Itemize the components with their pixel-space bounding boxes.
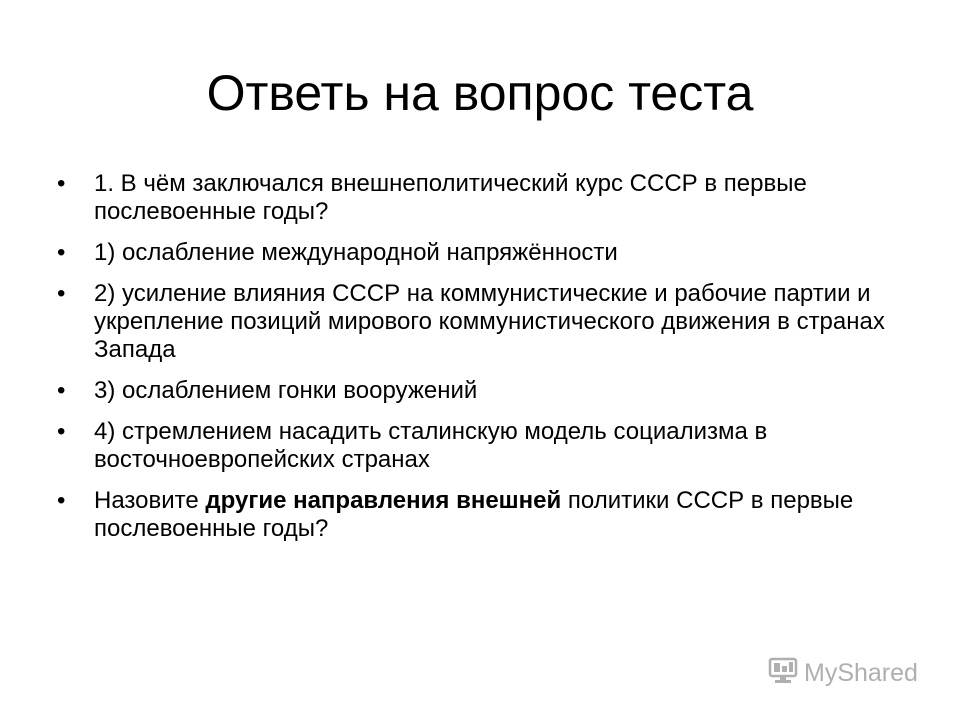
bullet-item-question	[57, 170, 897, 226]
bullet-text-bold: другие направления внешней	[205, 487, 562, 514]
bullet-text-before: Назовите	[94, 487, 206, 514]
bullet-symbol: •	[57, 377, 66, 404]
bullet-symbol: •	[57, 170, 66, 197]
bullet-text: 2) усиление влияния СССР на коммунистические и рабочие партии и укрепление позиций мирового коммунистического движения в странах Запада	[94, 280, 885, 363]
bullet-text: 4) стремлением насадить сталинскую модель социализма в восточноевропейских странах	[94, 418, 768, 473]
bullet-item-option-2	[57, 280, 897, 364]
bullet-symbol: •	[57, 280, 66, 307]
bullet-text: 1) ослабление международной напряжённости	[94, 239, 618, 266]
bullet-text-after: политики СССР в первые послевоенные годы?	[94, 487, 854, 542]
bullet-text: 3) ослаблением гонки вооружений	[94, 377, 478, 404]
watermark-text: MyShared	[804, 658, 918, 687]
bullet-item-option-3	[57, 377, 897, 405]
bullet-symbol: •	[57, 487, 66, 514]
watermark	[768, 657, 918, 689]
monitor-icon	[768, 657, 798, 690]
bullet-symbol: •	[57, 239, 66, 266]
monitor-icon-graphic	[768, 657, 798, 685]
bullet-item-option-1	[57, 239, 897, 267]
slide-title: Ответь на вопрос теста	[206, 65, 754, 121]
bullet-symbol: •	[57, 418, 66, 445]
bullet-item-task	[57, 487, 897, 543]
bullet-item-option-4	[57, 418, 897, 474]
bullet-list	[57, 170, 897, 556]
bullet-text: 1. В чём заключался внешнеполитический курс СССР в первые послевоенные годы?	[94, 170, 807, 225]
